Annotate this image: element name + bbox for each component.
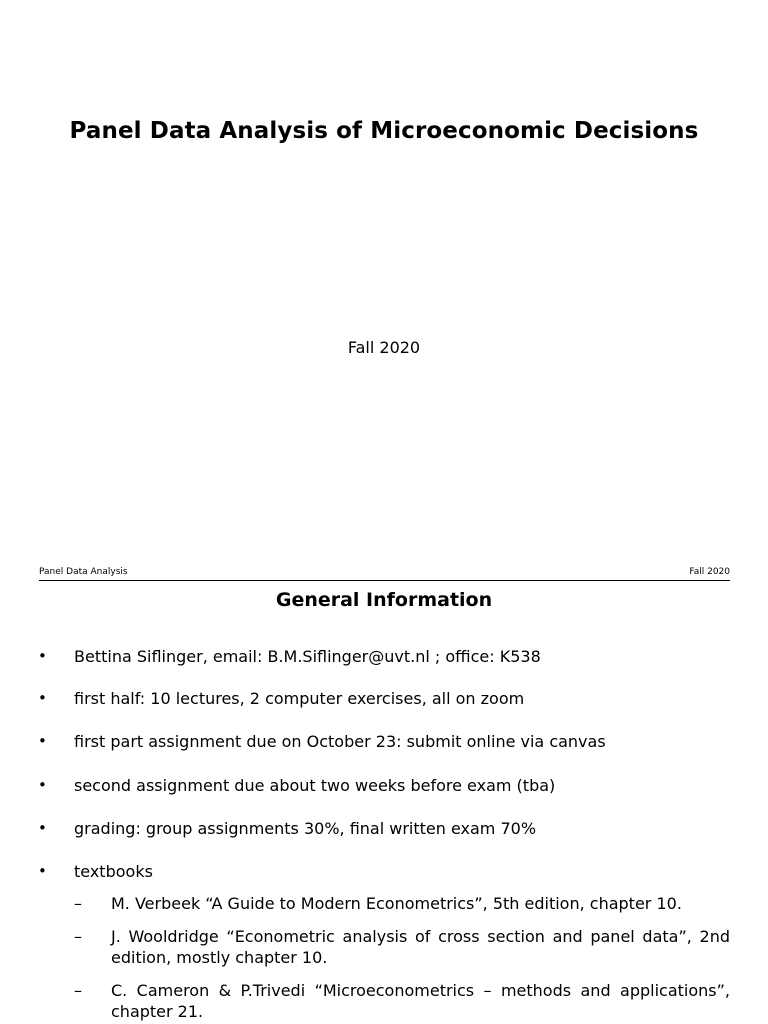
textbook-item: J. Wooldridge “Econometric analysis of cross section and panel data”, 2nd edition, mostly chapter 10. bbox=[111, 927, 730, 967]
header-left-text: Panel Data Analysis bbox=[39, 567, 128, 577]
bullet-icon: • bbox=[38, 689, 47, 707]
textbook-item: C. Cameron & P.Trivedi “Microeconometrics – methods and applications”, chapter 21. bbox=[111, 981, 730, 1021]
dash-icon: – bbox=[74, 894, 82, 913]
bullet-icon: • bbox=[38, 647, 47, 665]
slide-title: Panel Data Analysis of Microeconomic Decisions bbox=[69, 118, 699, 144]
dash-icon: – bbox=[74, 981, 82, 1000]
section-title: General Information bbox=[275, 589, 493, 611]
bullet-icon: • bbox=[38, 819, 47, 837]
slide-subtitle: Fall 2020 bbox=[347, 338, 421, 357]
dash-icon: – bbox=[74, 927, 82, 946]
list-item: Bettina Siflinger, email: B.M.Siflinger@uvt.nl ; office: K538 bbox=[74, 647, 541, 666]
bullet-icon: • bbox=[38, 776, 47, 794]
list-item: first half: 10 lectures, 2 computer exercises, all on zoom bbox=[74, 689, 525, 708]
slide-header bbox=[39, 566, 730, 581]
list-item: second assignment due about two weeks before exam (tba) bbox=[74, 776, 556, 795]
list-item: textbooks bbox=[74, 862, 153, 881]
list-item: first part assignment due on October 23: submit online via canvas bbox=[74, 732, 606, 751]
header-right-text: Fall 2020 bbox=[689, 567, 730, 577]
bullet-icon: • bbox=[38, 862, 47, 880]
bullet-icon: • bbox=[38, 732, 47, 750]
textbook-item: M. Verbeek “A Guide to Modern Econometrics”, 5th edition, chapter 10. bbox=[111, 894, 682, 913]
list-item: grading: group assignments 30%, final written exam 70% bbox=[74, 819, 537, 838]
